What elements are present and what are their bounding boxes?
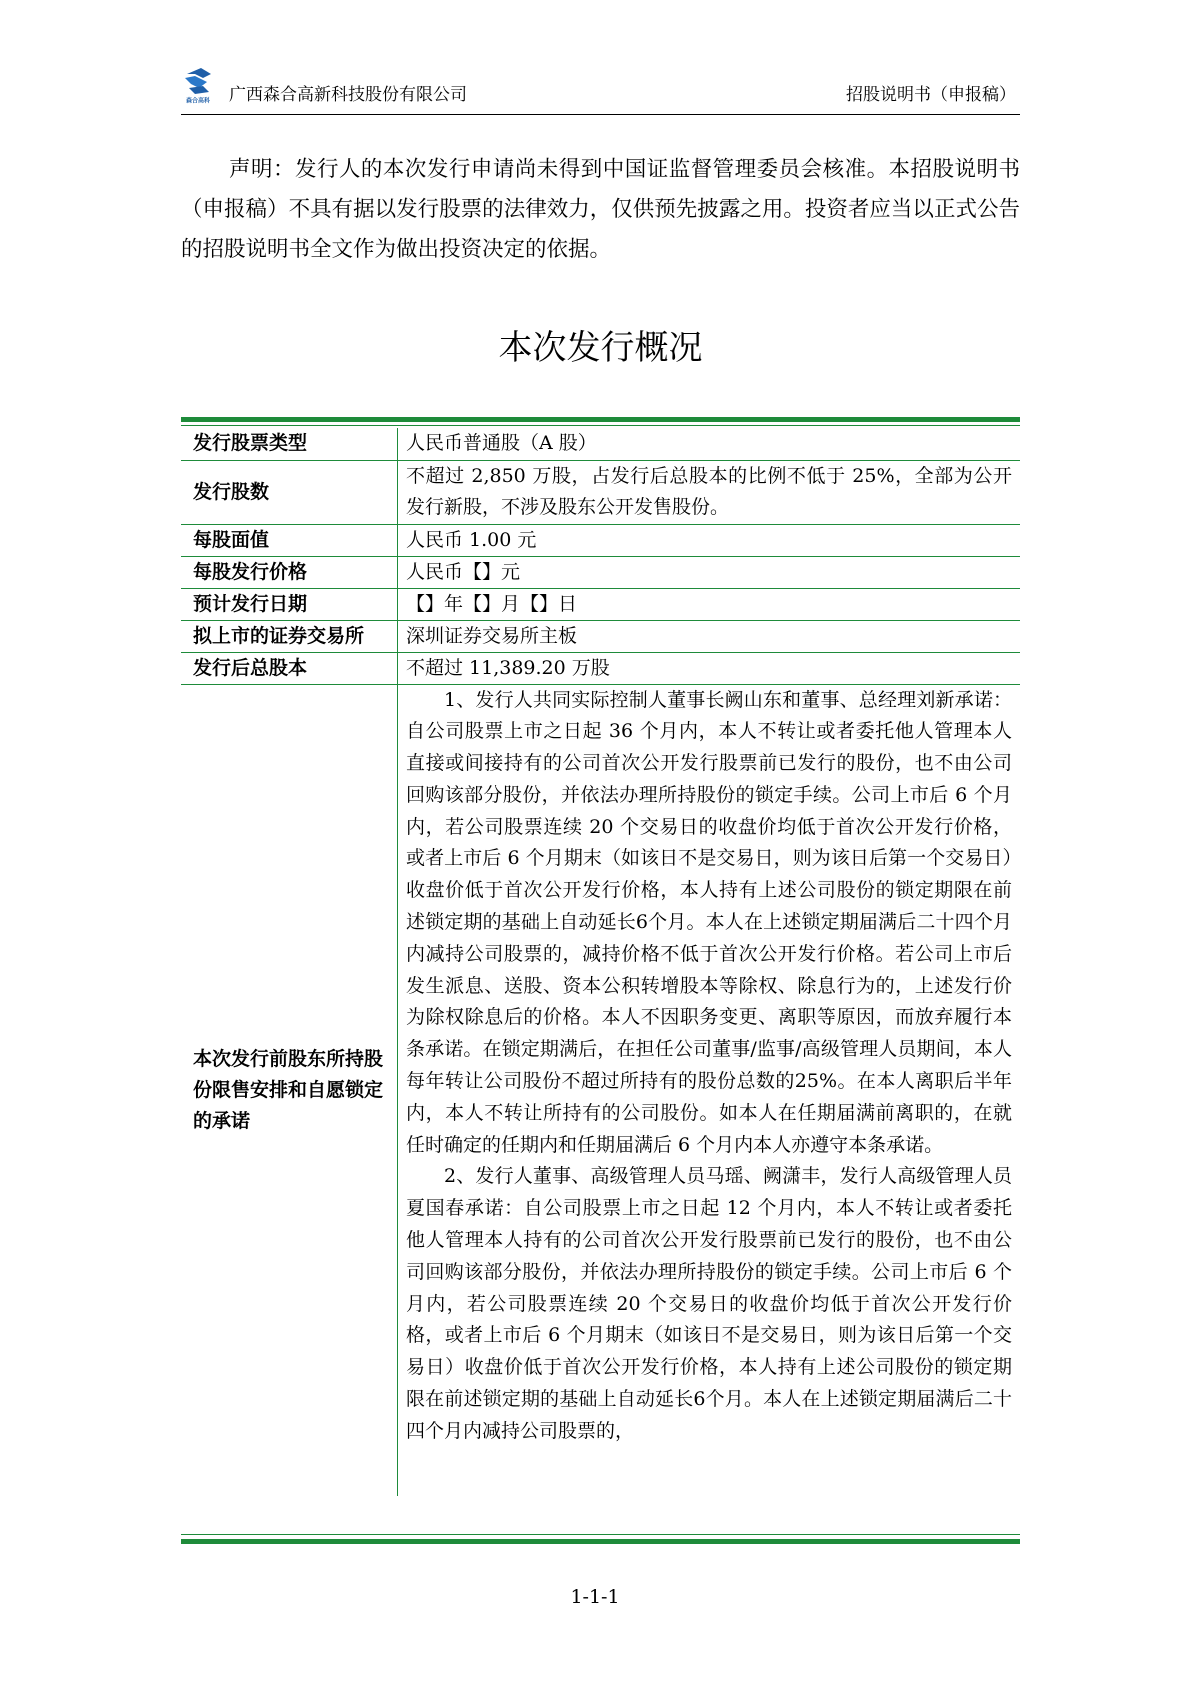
row-value: 不超过 11,389.20 万股: [398, 652, 1021, 684]
table-top-rule-thin: [181, 425, 1020, 426]
table-row: [181, 524, 1020, 556]
row-label: 本次发行前股东所持股份限售安排和自愿锁定的承诺: [181, 684, 398, 1496]
table-row: [181, 460, 1020, 524]
table-bottom-rule-thin: [181, 1534, 1020, 1535]
row-label: 每股发行价格: [181, 556, 398, 588]
svg-text:森合高科: 森合高科: [185, 97, 211, 104]
row-value: 不超过 2,850 万股，占发行后总股本的比例不低于 25%，全部为公开发行新股，不涉及股东公开发售股份。: [398, 460, 1021, 524]
table-row: [181, 588, 1020, 620]
row-value: 【】年【】月【】日: [398, 588, 1021, 620]
table-bottom-rule: [181, 1539, 1020, 1544]
row-label: 预计发行日期: [181, 588, 398, 620]
table-row: [181, 428, 1020, 460]
disclaimer-statement: 声明：发行人的本次发行申请尚未得到中国证监督管理委员会核准。本招股说明书（申报稿）不具有据以发行股票的法律效力，仅供预先披露之用。投资者应当以正式公告的招股说明书全文作为做出投资决定的依据。: [181, 157, 1020, 262]
row-value: 人民币普通股（A 股）: [398, 428, 1021, 460]
table-row: [181, 620, 1020, 652]
row-label: 发行股票类型: [181, 428, 398, 460]
row-value: 人民币 1.00 元: [398, 524, 1021, 556]
commitment-paragraph: 2、发行人董事、高级管理人员马瑶、阙潇丰，发行人高级管理人员夏国春承诺：自公司股票上市之日起 12 个月内，本人不转让或者委托他人管理本人持有的公司首次公开发行股票前已发行的股份，也不由公司回购该部分股份，并依法办理所持股份的锁定手续。公司上市后 6 个月内，若公司股票连续 20 个交易日的收盘价均低于首次公开发行价格，或者上市后 6 个月期末（如该日不是交易日，则为该日后第一个交易日）收盘价低于首次公开发行价格，本人持有上述公司股份的锁定期限在前述锁定期的基础上自动延长6个月。本人在上述锁定期届满后二十四个月内减持公司股票的，: [406, 1165, 1012, 1442]
page-number: 1-1-1: [570, 1586, 620, 1608]
logo-icon: [181, 66, 215, 104]
row-label: 拟上市的证券交易所: [181, 620, 398, 652]
row-label: 发行股数: [181, 460, 398, 524]
page-header: [181, 66, 1020, 115]
commitment-paragraph: 1、发行人共同实际控制人董事长阙山东和董事、总经理刘新承诺：自公司股票上市之日起 36 个月内，本人不转让或者委托他人管理本人直接或间接持有的公司首次公开发行股票前已发行的股份，也不由公司回购该部分股份，并依法办理所持股份的锁定手续。公司上市后 6 个月内，若公司股票连续 20 个交易日的收盘价均低于首次公开发行价格，或者上市后 6 个月期末（如该日不是交易日，则为该日后第一个交易日）收盘价低于首次公开发行价格，本人持有上述公司股份的锁定期限在前述锁定期的基础上自动延长6个月。本人在上述锁定期届满后二十四个月内减持公司股票的，减持价格不低于首次公开发行价格。若公司上市后发生派息、送股、资本公积转增股本等除权、除息行为的，上述发行价为除权除息后的价格。本人不因职务变更、离职等原因，而放弃履行本条承诺。在锁定期满后，在担任公司董事/监事/高级管理人员期间，本人每年转让公司股份不超过所持有的股份总数的25%。在本人离职后半年内，本人不转让所持有的公司股份。如本人在任期届满前离职的，在就任时确定的任期内和任期届满后 6 个月内本人亦遵守本条承诺。: [406, 688, 1012, 1156]
row-label: 发行后总股本: [181, 652, 398, 684]
document-type: 招股说明书（申报稿）: [846, 85, 1016, 105]
company-logo: [181, 66, 215, 104]
row-label: 每股面值: [181, 524, 398, 556]
row-value: 人民币【】元: [398, 556, 1021, 588]
lockup-commitments: [398, 684, 1021, 1496]
section-title: 本次发行概况: [498, 328, 703, 368]
offering-overview-table: [181, 428, 1020, 1496]
row-value: 深圳证券交易所主板: [398, 620, 1021, 652]
table-row: [181, 652, 1020, 684]
table-row: [181, 556, 1020, 588]
table-row-lockup: [181, 684, 1020, 1496]
table-top-rule: [181, 417, 1020, 422]
company-name: 广西森合高新科技股份有限公司: [229, 85, 467, 105]
